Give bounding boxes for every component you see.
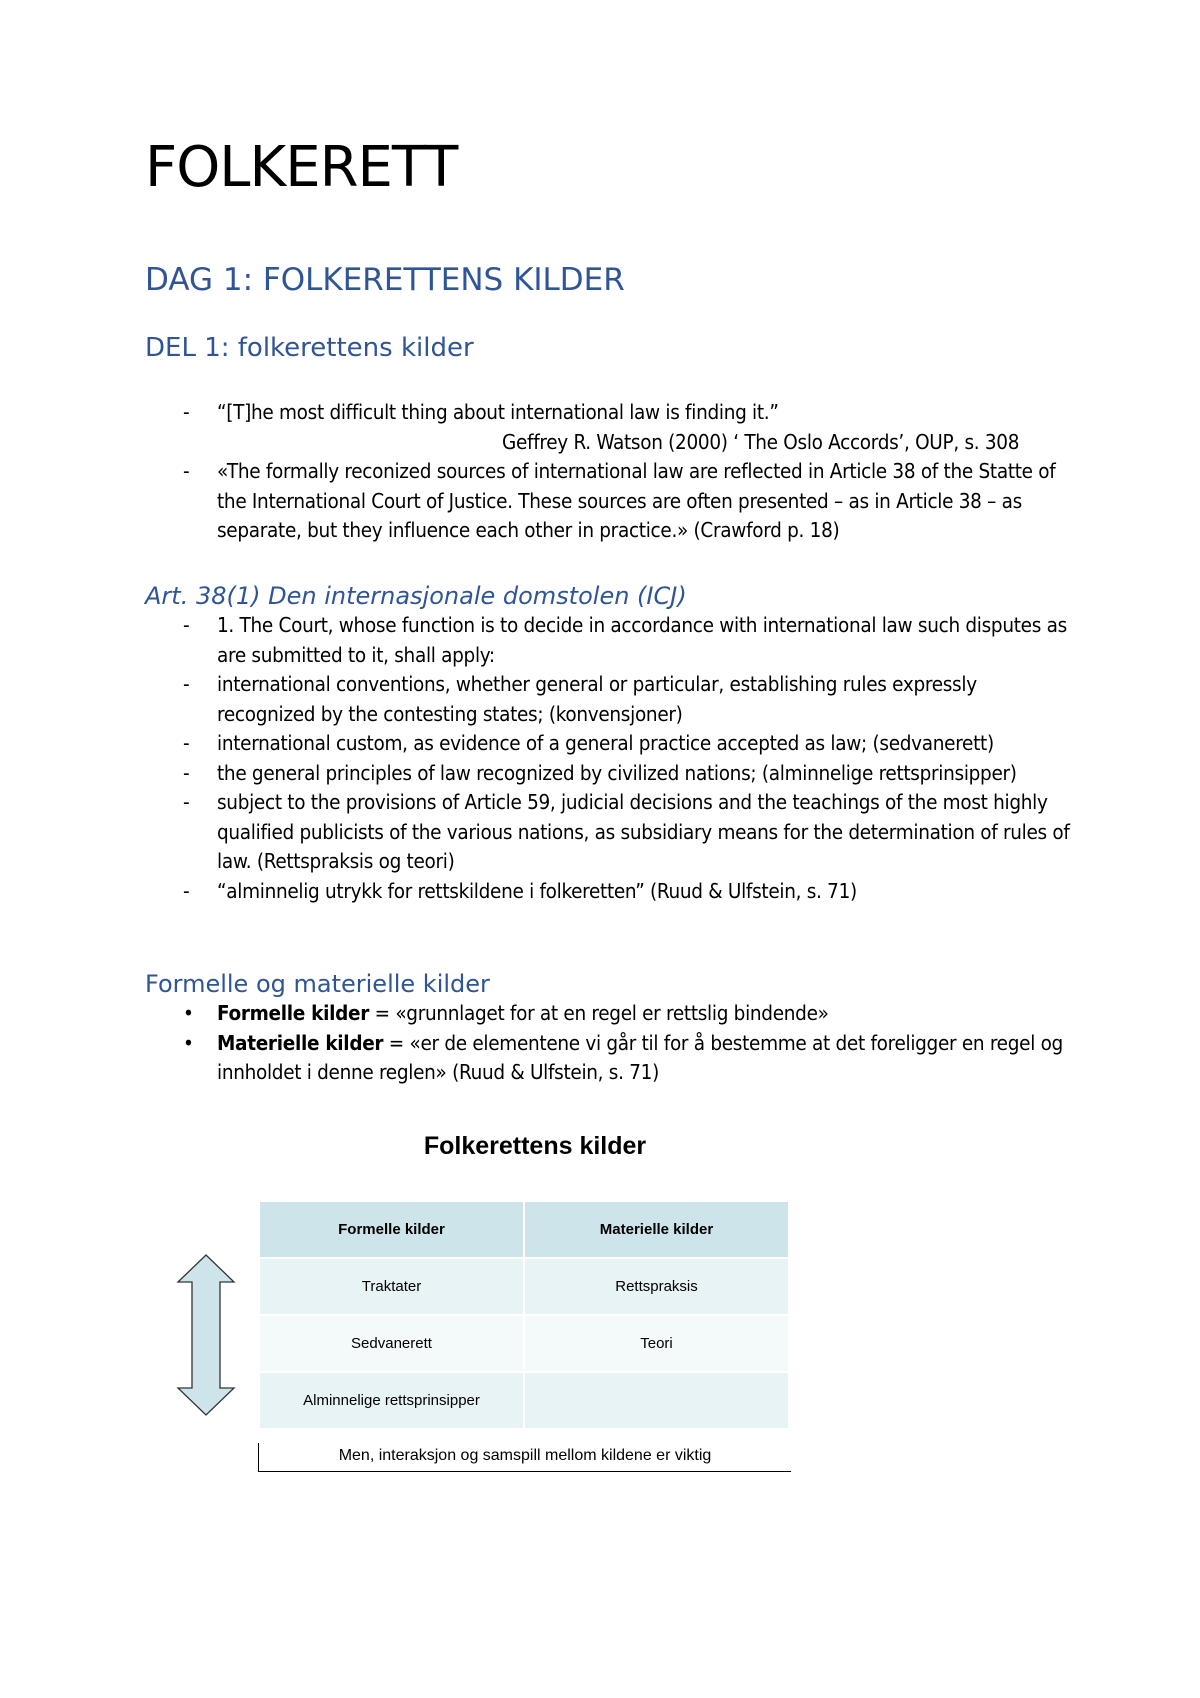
list-item-text: «The formally reconized sources of international law are reflected in Article 38 of the Statte of the International Court of Justice. These sources are often presented – as in Article 38 – as separate, but they influence each other in practice.» (Crawford p. 18)	[217, 459, 1056, 542]
table-cell: Teori	[524, 1315, 789, 1372]
list-item-text: “alminnelig utrykk for rettskildene i folkeretten” (Ruud & Ulfstein, s. 71)	[217, 878, 857, 903]
double-arrow-shape	[178, 1255, 234, 1415]
diagram-title: Folkerettens kilder	[423, 1132, 647, 1160]
page-title: FOLKERETT	[145, 135, 458, 200]
quote-attribution: Geffrey R. Watson (2000) ‘ The Oslo Accords’, OUP, s. 308	[502, 429, 1020, 454]
list-item	[145, 457, 1075, 546]
table-row	[259, 1315, 789, 1372]
term-materielle: Materielle kilder	[217, 1030, 384, 1055]
dash-bullet: -	[183, 459, 190, 483]
sources-heading: Formelle og materielle kilder	[145, 970, 490, 998]
sources-table	[258, 1200, 790, 1430]
definition-text: = «er de elementene vi går til for å bestemme at det foreligger en regel og innholdet i denne reglen» (Ruud & Ulfstein, s. 71)	[217, 1030, 1063, 1084]
list-item	[145, 759, 1075, 789]
table-cell	[524, 1372, 789, 1429]
list-item-text: subject to the provisions of Article 59, judicial decisions and the teachings of the most highly qualified publicists of the various nations, as subsidiary means for the determination of rules of law. (Rettspraksis og teori)	[217, 790, 1070, 873]
quote-text: “[T]he most difficult thing about international law is finding it.”	[217, 400, 779, 424]
table-row	[259, 1372, 789, 1429]
list-item-text: international conventions, whether general or particular, establishing rules expressly recognized by the contesting states; (konvensjoner)	[217, 672, 977, 726]
dash-bullet: -	[183, 760, 190, 785]
list-item	[145, 788, 1075, 877]
sources-list	[145, 999, 1075, 1088]
list-item	[145, 877, 1075, 907]
definition-text: = «grunnlaget for at en regel er rettslig bindende»	[369, 1001, 829, 1025]
list-item-text: 1. The Court, whose function is to decide in accordance with international law such disputes as are submitted to it, shall apply:	[217, 613, 1067, 667]
term-formelle: Formelle kilder	[217, 1001, 370, 1025]
section-heading-dag1: DAG 1: FOLKERETTENS KILDER	[145, 262, 625, 298]
table-cell: Traktater	[259, 1258, 524, 1315]
dash-bullet: -	[183, 672, 190, 696]
dash-bullet: -	[183, 613, 190, 637]
list-item	[145, 670, 1075, 729]
list-item	[145, 398, 1075, 457]
intro-list	[145, 398, 1075, 546]
dash-bullet: -	[183, 878, 190, 903]
table-cell: Rettspraksis	[524, 1258, 789, 1315]
art38-heading: Art. 38(1) Den internasjonale domstolen (ICJ)	[145, 582, 687, 610]
bullet-dot: •	[183, 1030, 194, 1055]
table-header-cell: Materielle kilder	[524, 1201, 789, 1258]
table-cell: Alminnelige rettsprinsipper	[259, 1372, 524, 1429]
double-arrow-icon	[176, 1254, 236, 1416]
table-header-row	[259, 1201, 789, 1258]
dash-bullet: -	[183, 790, 190, 814]
list-item	[145, 611, 1075, 670]
table-cell: Sedvanerett	[259, 1315, 524, 1372]
dash-bullet: -	[183, 731, 190, 755]
table-header-cell: Formelle kilder	[259, 1201, 524, 1258]
dash-bullet: -	[183, 400, 190, 424]
list-item	[145, 729, 1075, 759]
list-item-text: the general principles of law recognized by civilized nations; (alminnelige rettsprinsipper)	[217, 760, 1017, 785]
bullet-dot: •	[183, 1001, 194, 1025]
list-item	[145, 1029, 1075, 1088]
list-item	[145, 999, 1075, 1029]
subsection-heading-del1: DEL 1: folkerettens kilder	[145, 333, 474, 363]
list-item-text: international custom, as evidence of a general practice accepted as law; (sedvanerett)	[217, 731, 994, 755]
art38-list	[145, 611, 1075, 906]
table-row	[259, 1258, 789, 1315]
diagram-note: Men, interaksjon og samspill mellom kildene er viktig	[258, 1443, 791, 1472]
